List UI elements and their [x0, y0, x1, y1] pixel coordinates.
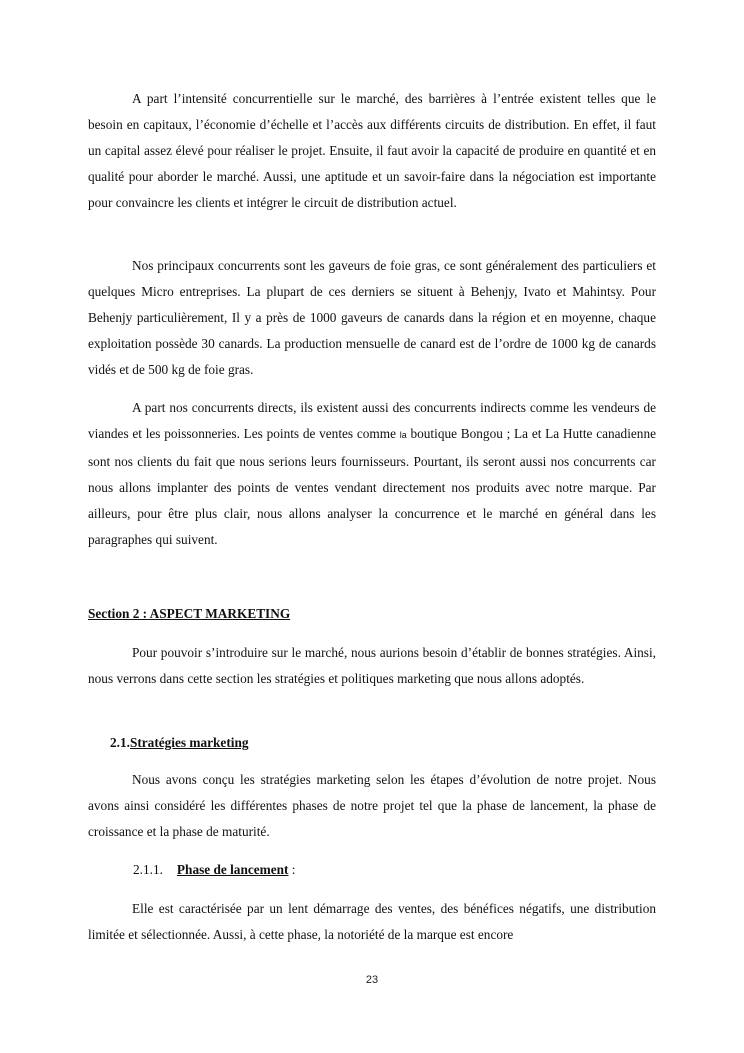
subsection-number: 2.1. — [110, 735, 130, 750]
paragraph-barriers: A part l’intensité concurrentielle sur le marché, des barrières à l’entrée existent telles que le besoin en capitaux, l’économie d’échelle et l’accès aux différents circuits de distribution. En effet, il faut un capital assez élevé pour réaliser le projet. Ensuite, il faut avoir la capacité de produire en quantité et en qualité pour aborder le marché. Aussi, une aptitude et un savoir-faire dans la négociation est importante pour convaincre les clients et intégrer le circuit de distribution actuel. — [88, 91, 656, 210]
paragraph-indirect-part2: boutique Bongou ; La et La Hutte canadienne sont nos clients du fait que nous serions leurs fournisseurs. Pourtant, ils seront aussi nos concurrents car nous allons implanter des points de ventes vendant directement nos produits avec notre marque. Par ailleurs, pour être plus clair, nous allons analyser la concurrence et le marché en général dans les paragraphes qui suivent. — [88, 425, 656, 547]
paragraph-strategies: Nous avons conçu les stratégies marketing selon les étapes d’évolution de notre projet. Nous avons ainsi considéré les différentes phases de notre projet tel que la phase de lancement, la phase de croissance et la phase de maturité. — [88, 772, 656, 839]
paragraph-competitors: Nos principaux concurrents sont les gaveurs de foie gras, ce sont généralement des particuliers et quelques Micro entreprises. La plupart de ces derniers se situent à Behenjy, Ivato et Mahintsy. Pour Behenjy particulièrement, Il y a près de 1000 gaveurs de canards dans la région et en moyenne, chaque exploitation possède 30 canards. La production mensuelle de canard est de l’ordre de 1000 kg de canards vidés et de 500 kg de foie gras. — [88, 258, 656, 377]
subsubsection-number: 2.1.1. — [133, 862, 163, 877]
small-article: la — [399, 429, 407, 440]
subsubsection-heading — [133, 859, 295, 881]
paragraph-launch-phase: Elle est caractérisée par un lent démarrage des ventes, des bénéfices négatifs, une distribution limitée et sélectionnée. Aussi, à cette phase, la notoriété de la marque est encore — [88, 901, 656, 942]
subsubsection-title: Phase de lancement — [176, 862, 289, 877]
paragraph-indirect-part1: A part nos concurrents directs, ils existent aussi des concurrents indirects comme les vendeurs de viandes et les poissonneries. Les points de ventes comme — [88, 400, 656, 441]
paragraph-indirect-competitors — [88, 395, 656, 552]
subsection-title: Stratégies marketing — [129, 735, 249, 750]
paragraph-section-intro: Pour pouvoir s’introduire sur le marché, nous aurions besoin d’établir de bonnes stratégies. Ainsi, nous verrons dans cette section les stratégies et politiques marketing que nous allons adoptés. — [88, 645, 656, 686]
section-heading: Section 2 : ASPECT MARKETING — [88, 606, 291, 621]
subsubsection-suffix: : — [288, 862, 296, 877]
subsection-heading — [110, 732, 249, 754]
page-number: 23 — [365, 974, 379, 986]
